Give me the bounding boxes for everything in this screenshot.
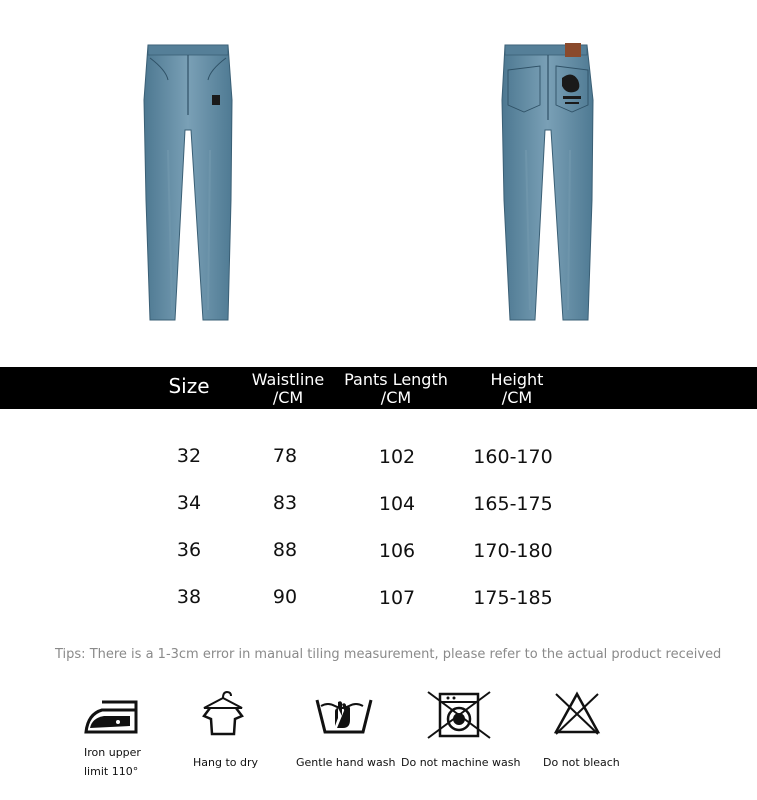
- cell-waistline: 88: [272, 539, 298, 561]
- no-machine-wash-icon: [426, 690, 492, 740]
- hang-dry-icon: [200, 686, 246, 738]
- cell-waistline: 83: [272, 492, 298, 514]
- hand-wash-icon: [313, 690, 375, 738]
- cell-waistline: 78: [272, 445, 298, 467]
- jeans-front-image: [128, 40, 248, 325]
- cell-height: 170-180: [473, 540, 553, 562]
- cell-size: 36: [176, 539, 202, 561]
- care-label-hand-wash: Gentle hand wash: [296, 756, 396, 769]
- header-size: Size: [168, 374, 210, 398]
- header-pants-length: Pants Length /CM: [344, 370, 448, 407]
- cell-height: 160-170: [473, 446, 553, 468]
- care-label-no-bleach: Do not bleach: [543, 756, 620, 769]
- cell-waistline: 90: [272, 586, 298, 608]
- care-label-iron: Iron upper limit 110°: [84, 746, 141, 778]
- cell-pants-length: 102: [378, 446, 416, 468]
- size-table-header: [0, 367, 757, 409]
- cell-pants-length: 106: [378, 540, 416, 562]
- header-height: Height /CM: [490, 370, 544, 407]
- cell-size: 34: [176, 492, 202, 514]
- cell-size: 38: [176, 586, 202, 608]
- jeans-back-image: [490, 40, 605, 325]
- measurement-tips: Tips: There is a 1-3cm error in manual tiling measurement, please refer to the actual product received: [55, 647, 722, 662]
- cell-size: 32: [176, 445, 202, 467]
- cell-pants-length: 104: [378, 493, 416, 515]
- cell-pants-length: 107: [378, 587, 416, 609]
- cell-height: 165-175: [473, 493, 553, 515]
- no-bleach-icon: [552, 690, 602, 736]
- care-label-hang-dry: Hang to dry: [193, 756, 259, 769]
- care-label-no-machine-wash: Do not machine wash: [401, 756, 521, 769]
- iron-icon: [82, 692, 142, 738]
- header-waistline: Waistline /CM: [251, 370, 325, 407]
- cell-height: 175-185: [473, 587, 553, 609]
